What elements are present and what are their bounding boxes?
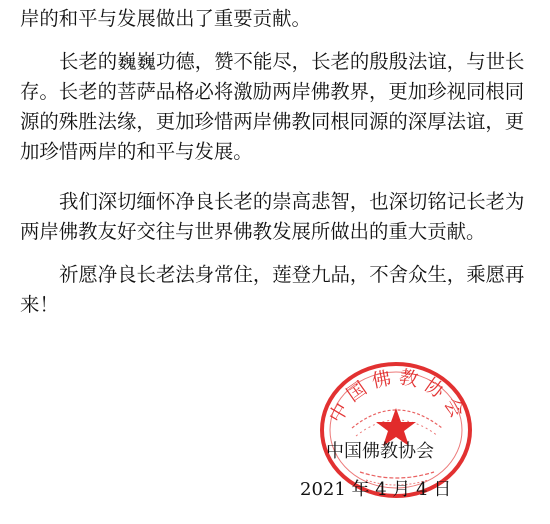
signature-date: 2021 年 4 月 4 日 — [300, 479, 452, 500]
text-line: 我们深切缅怀净良长老的崇高悲智，也深切铭记长老为 — [59, 190, 525, 213]
text-line: 岸的和平与发展做出了重要贡献。 — [20, 7, 311, 30]
text-line: 存。长老的菩萨品格必将激励两岸佛教界，更加珍视同根同 — [20, 80, 525, 103]
text-line: 两岸佛教友好交往与世界佛教发展所做出的重大贡献。 — [20, 220, 486, 243]
text-line: 长老的巍巍功德，赞不能尽，长老的殷殷法谊，与世长 — [59, 50, 525, 73]
text-line: 来！ — [20, 293, 59, 316]
seal-text-arc: 中国佛教协会 — [324, 366, 472, 427]
text-line: 源的殊胜法缘，更加珍惜两岸佛教同根同源的深厚法谊，更 — [20, 110, 525, 133]
signature-organization: 中国佛教协会 — [326, 441, 434, 462]
text-line: 加珍惜两岸的和平与发展。 — [20, 140, 253, 163]
text-line: 祈愿净良长老法身常住，莲登九品，不舍众生，乘愿再 — [59, 263, 525, 286]
